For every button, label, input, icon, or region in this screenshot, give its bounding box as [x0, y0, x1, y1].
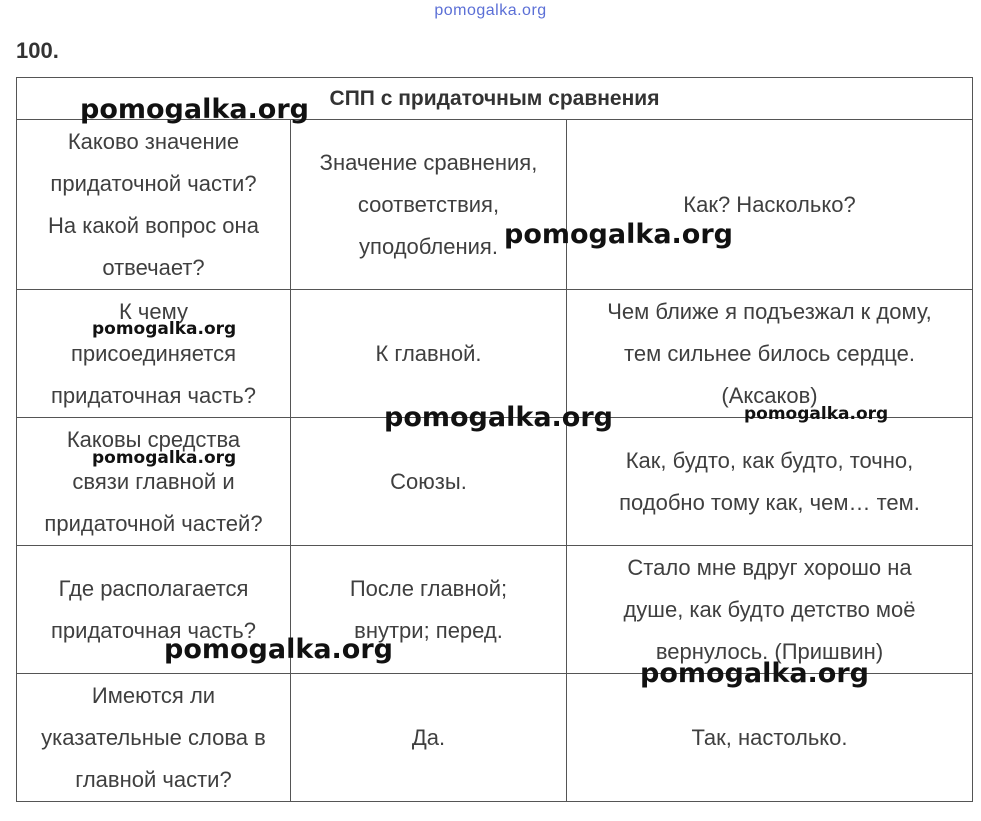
cell-line: Имеются ли [91, 682, 216, 708]
task-number: 100. [16, 38, 59, 63]
cell-line: душе, как будто детство моё [623, 596, 916, 622]
cell-line: Стало мне вдруг хорошо на [627, 554, 912, 580]
table-row [17, 290, 973, 418]
watermark: pomogalka.org [744, 404, 889, 424]
watermark: pomogalka.org [384, 402, 613, 433]
table-row [17, 674, 973, 802]
question-cell [17, 290, 291, 418]
answer-cell [291, 418, 567, 546]
cell-line: внутри; перед. [354, 617, 503, 643]
cell-line: Да. [411, 724, 446, 750]
cell-line: уподобления. [359, 233, 498, 259]
cell-line: (Аксаков) [721, 382, 818, 408]
cell-line: вернулось. (Пришвин) [655, 638, 884, 664]
watermark: pomogalka.org [640, 658, 869, 689]
watermark: pomogalka.org [504, 219, 733, 250]
cell-line: указательные слова в [41, 724, 266, 750]
cell-line: Союзы. [390, 468, 467, 494]
answer-cell [291, 120, 567, 290]
question-cell [17, 418, 291, 546]
cell-line: Так, настолько. [691, 724, 848, 750]
example-cell [567, 290, 973, 418]
cell-line: придаточной частей? [44, 510, 263, 536]
question-cell [17, 674, 291, 802]
cell-line: Как, будто, как будто, точно, [625, 447, 914, 473]
watermark: pomogalka.org [80, 94, 309, 125]
example-cell [567, 120, 973, 290]
table-row [17, 546, 973, 674]
cell-line: Каково значение [67, 128, 240, 154]
answer-cell [291, 674, 567, 802]
cell-line: придаточная часть? [51, 382, 256, 408]
watermark: pomogalka.org [92, 319, 237, 339]
cell-line: соответствия, [357, 191, 500, 217]
comparison-table [16, 77, 973, 802]
cell-line: тем сильнее билось сердце. [624, 340, 915, 366]
table-row [17, 120, 973, 290]
site-url-header: pomogalka.org [434, 2, 547, 19]
cell-line: придаточная часть? [51, 617, 256, 643]
cell-line: К главной. [375, 340, 482, 366]
cell-line: Значение сравнения, [319, 149, 538, 175]
cell-line: подобно тому как, чем… тем. [619, 489, 920, 515]
cell-line: К чему [119, 298, 188, 324]
example-cell [567, 546, 973, 674]
cell-line: После главной; [349, 575, 508, 601]
cell-line: На какой вопрос она [48, 212, 259, 238]
table-row [17, 418, 973, 546]
answer-cell [291, 290, 567, 418]
cell-line: главной части? [75, 766, 232, 792]
cell-line: присоединяется [70, 340, 237, 366]
cell-line: Каковы средства [66, 426, 241, 452]
example-cell [567, 674, 973, 802]
question-cell [17, 120, 291, 290]
example-cell [567, 418, 973, 546]
cell-line: отвечает? [102, 254, 205, 280]
watermark: pomogalka.org [164, 634, 393, 665]
cell-line: придаточной части? [50, 170, 257, 196]
cell-line: Где располагается [58, 575, 249, 601]
table-header: СПП с придаточным сравнения [17, 78, 973, 120]
cell-line: Чем ближе я подъезжал к дому, [607, 298, 932, 324]
watermark: pomogalka.org [92, 448, 237, 468]
cell-line: связи главной и [72, 468, 235, 494]
cell-line: Как? Насколько? [683, 191, 856, 217]
